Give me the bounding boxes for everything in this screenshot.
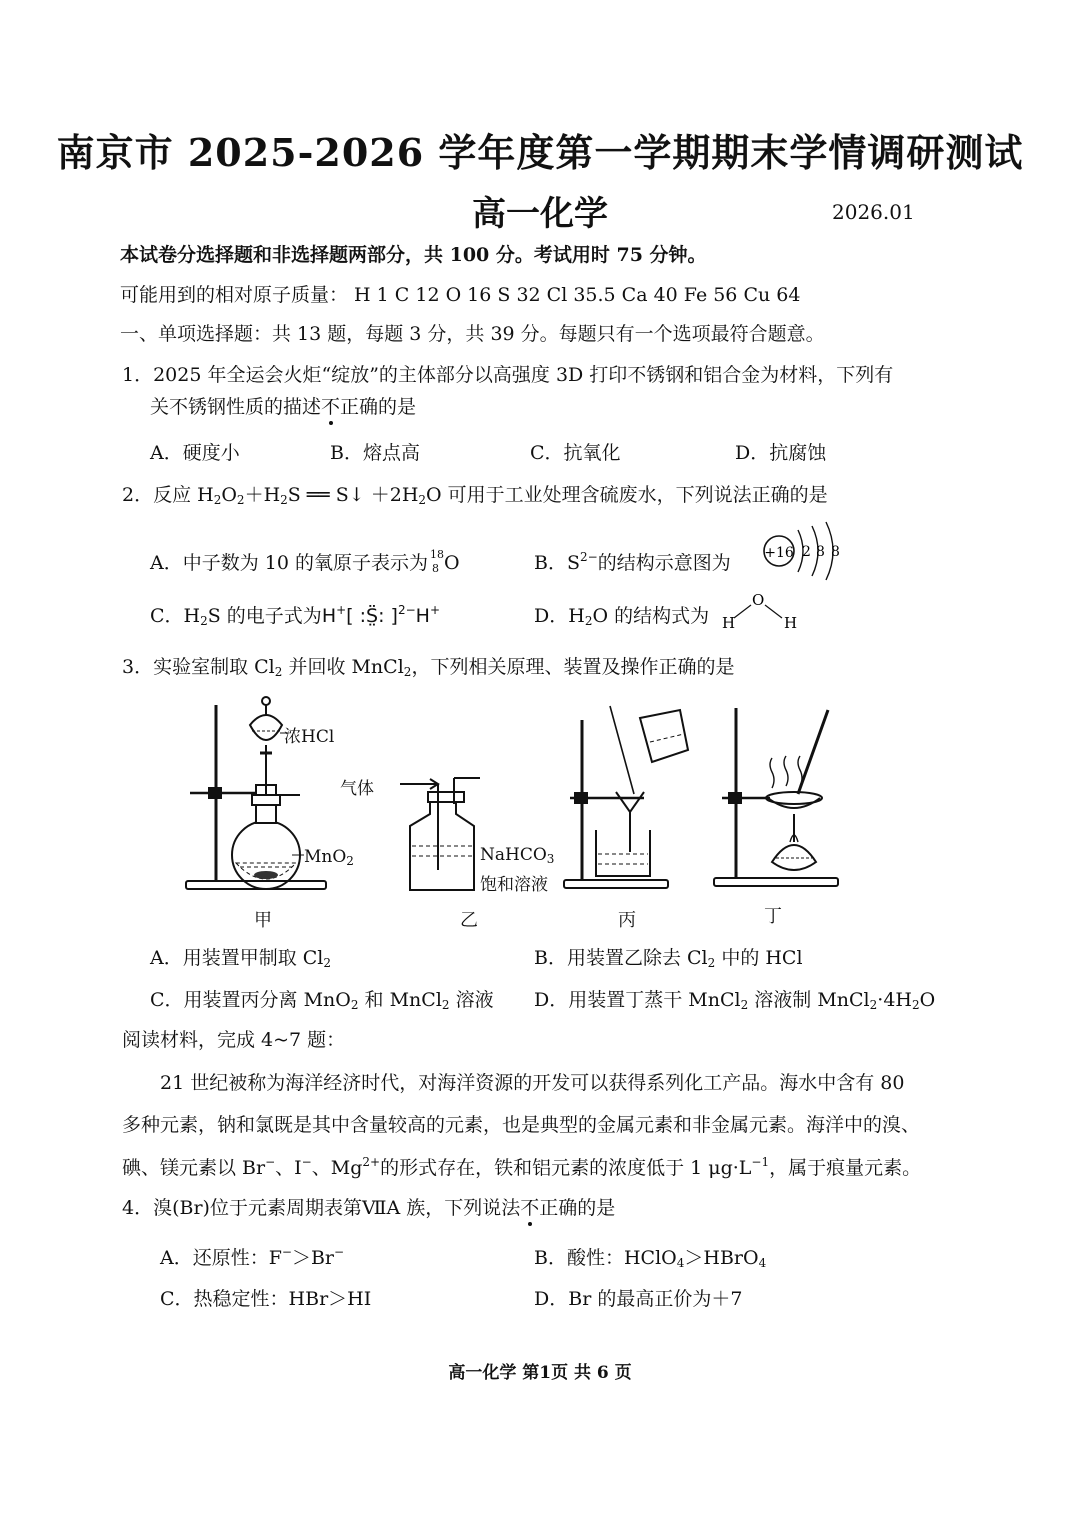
caption-yi: 乙 — [460, 910, 478, 931]
shell-3-electrons: 8 — [831, 544, 840, 560]
caption-bing: 丙 — [618, 910, 636, 931]
label-mno2: MnO$_2$ — [304, 847, 354, 868]
sulfide-ion-structure-diagram — [758, 520, 848, 586]
q1-option-a: A．硬度小 — [150, 442, 240, 464]
apparatus-yi — [400, 770, 480, 894]
section-heading: 一、单项选择题：共 13 题，每题 3 分，共 39 分。每题只有一个选项最符合题意。 — [120, 323, 825, 345]
atom-h-right: H — [784, 614, 798, 632]
water-structural-formula — [718, 588, 800, 632]
q1-option-b: B．熔点高 — [330, 442, 420, 464]
q4-option-c: C．热稳定性：HBr＞HI — [160, 1288, 372, 1310]
q1-option-c: C．抗氧化 — [530, 442, 621, 464]
atom-o: O — [752, 591, 765, 609]
q4-option-a: A．还原性：F−＞Br− — [160, 1245, 345, 1269]
q4-option-b: B．酸性：HClO$_4$＞HBrO$_4$ — [534, 1247, 767, 1270]
q3-stem: 3．实验室制取 $Cl_2$ 并回收 MnCl$_2$，下列相关原理、装置及操作正确的是 — [122, 656, 735, 679]
caption-jia: 甲 — [254, 910, 272, 931]
q4-stem: 4．溴(Br)位于元素周期表第ⅦA 族，下列说法不正确的是 — [122, 1197, 616, 1219]
q3-option-a: A．用装置甲制取 $Cl_2$ — [150, 947, 332, 970]
q2-option-a: A．中子数为 10 的氧原子表示为 18 8 O — [150, 548, 460, 575]
page-title: 南京市 2025-2026 学年度第一学期期末学情调研测试 — [56, 130, 1024, 175]
label-conc-hcl: 浓HCl — [284, 727, 335, 747]
atom-h-left: H — [722, 614, 736, 632]
q2-stem: 2．反应 $H_2O_2+H_2S$ ══ S↓ $+2H_2O$ 可用于工业处理含硫废水，下列说法正确的是 — [122, 484, 828, 507]
apparatus-ding — [710, 702, 850, 894]
shell-1-electrons: 2 — [802, 544, 811, 560]
intro-line-1: 本试卷分选择题和非选择题两部分，共 100 分。考试用时 75 分钟。 — [120, 244, 707, 266]
q1-stem-line2: 关不锈钢性质的描述不正确的是 — [150, 396, 417, 418]
label-nahco3: NaHCO$_3$ — [480, 845, 555, 866]
exam-date: 2026.01 — [832, 200, 915, 224]
reading-paragraph-line2: 多种元素，钠和氯既是其中含量较高的元素，也是典型的金属元素和非金属元素。海洋中的溴、 — [122, 1114, 921, 1136]
q3-option-d: D．用装置丁蒸干 MnCl$_2$ 溶液制 $MnCl_2\cdot 4H_2O$ — [534, 989, 936, 1012]
page-footer: 高一化学 第1页 共 6 页 — [448, 1363, 632, 1383]
shell-2-electrons: 8 — [816, 544, 825, 560]
apparatus-bing — [560, 702, 690, 894]
q4-option-d: D．Br 的最高正价为＋7 — [534, 1288, 743, 1310]
label-saturated-solution: 饱和溶液 — [480, 875, 548, 895]
page-subtitle: 高一化学 — [472, 194, 608, 234]
q3-option-c: C．用装置丙分离 MnO$_2$ 和 MnCl$_2$ 溶液 — [150, 989, 494, 1012]
q2-option-d: D．$H_2O$ 的结构式为 — [534, 605, 710, 628]
reading-heading: 阅读材料，完成 4~7 题： — [122, 1029, 346, 1051]
nucleus-charge: +16 — [764, 545, 794, 561]
q2-option-b: B．$S^{2-}$的结构示意图为 — [534, 550, 731, 574]
reading-paragraph-line1: 21 世纪被称为海洋经济时代，对海洋资源的开发可以获得系列化工产品。海水中含有 80 — [160, 1072, 905, 1094]
q1-option-d: D．抗腐蚀 — [735, 442, 827, 464]
caption-ding: 丁 — [764, 906, 782, 927]
reading-paragraph-line3: 碘、镁元素以 Br−、I−、$Mg^{2+}$的形式存在，铁和铝元素的浓度低于 1 $\mu g\cdot L^{-1}$，属于痕量元素。 — [122, 1155, 922, 1179]
q3-option-b: B．用装置乙除去 $Cl_2$ 中的 HCl — [534, 947, 803, 970]
q1-stem-line1: 1．2025 年全运会火炬“绽放”的主体部分以高强度 3D 打印不锈钢和铝合金为材料，下列有 — [122, 364, 894, 386]
label-gas: 气体 — [340, 779, 374, 799]
atomic-masses: 可能用到的相对原子质量： H 1 C 12 O 16 S 32 Cl 35.5 Ca 40 Fe 56 Cu 64 — [120, 284, 801, 306]
q2-option-c: C．$H_2S$ 的电子式为H+[ :S̤̈: ]$^{2-}$H+ — [150, 603, 441, 628]
